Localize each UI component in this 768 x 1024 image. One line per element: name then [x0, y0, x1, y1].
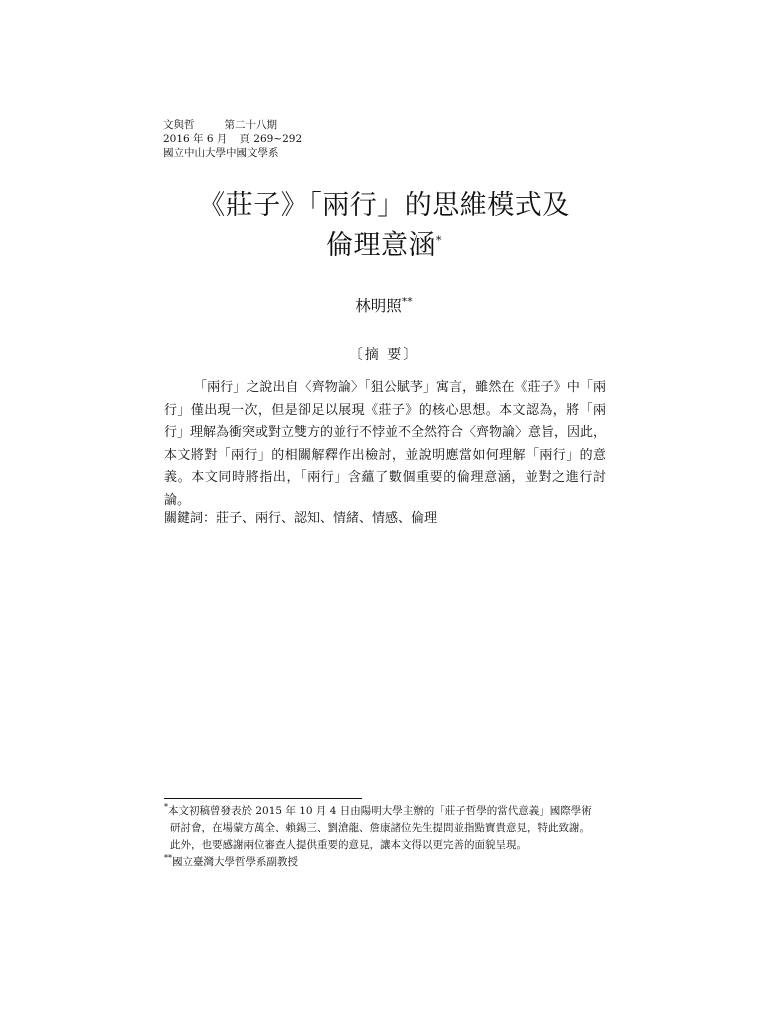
journal-issue: 第二十八期: [224, 119, 277, 131]
journal-name: 文與哲: [163, 119, 195, 131]
page-range: 頁 269~292: [239, 133, 303, 145]
title-line-1: 《莊子》「兩行」的思維模式及: [198, 190, 570, 221]
footnote-1: [164, 803, 614, 854]
footnote-2-line-1: 國立臺灣大學哲學系副教授: [172, 856, 298, 868]
footnotes: [164, 803, 614, 871]
header-line-1: [163, 118, 302, 132]
author-footnote-marker: **: [401, 294, 413, 308]
footnote-divider: [164, 798, 362, 799]
footnote-1-marker: *: [164, 802, 168, 812]
footnote-1-line-1: 本文初稿曾發表於 2015 年 10 月 4 日由陽明大學主辦的「莊子哲學的當代意義」國際學術: [168, 805, 592, 817]
keywords: 關鍵詞：莊子、兩行、認知、情緒、情感、倫理: [164, 511, 438, 526]
header-line-3: [163, 146, 302, 160]
journal-header: [163, 118, 302, 160]
paper-title: [0, 186, 768, 266]
author-line: [0, 294, 768, 316]
footnote-2-marker: **: [164, 853, 172, 863]
author-name: 林明照: [355, 297, 402, 315]
abstract-heading: 〔摘 要〕: [348, 347, 420, 363]
institution: 國立中山大學中國文學系: [163, 147, 279, 159]
publication-date: 2016 年 6 月: [163, 133, 228, 145]
title-line-2-text: 倫理意涵: [326, 230, 436, 261]
abstract-body: 「兩行」之說出自〈齊物論〉「狙公賦芧」寓言，雖然在《莊子》中「兩行」僅出現一次，但是卻足以展現《莊子》的核心思想。本文認為，將「兩行」理解為衝突或對立雙方的並行不悖並不全然符合〈齊物論〉意旨，因此，本文將對「兩行」的相關解釋作出檢討，並說明應當如何理解「兩行」的意義。本文同時將指出，「兩行」含蘊了數個重要的倫理意涵，並對之進行討論。: [164, 380, 607, 508]
footnote-2: [164, 854, 614, 871]
header-line-2: [163, 132, 302, 146]
title-line-2: [0, 226, 768, 266]
footnote-1-line-2: 研討會，在場蒙方萬全、賴錫三、劉滄龍、詹康諸位先生提問並指點寶貴意見，特此致謝。: [170, 822, 590, 834]
title-footnote-marker: *: [436, 234, 442, 247]
footnote-1-line-3: 此外，也要感謝兩位審查人提供重要的意見，讓本文得以更完善的面貌呈現。: [170, 839, 527, 851]
